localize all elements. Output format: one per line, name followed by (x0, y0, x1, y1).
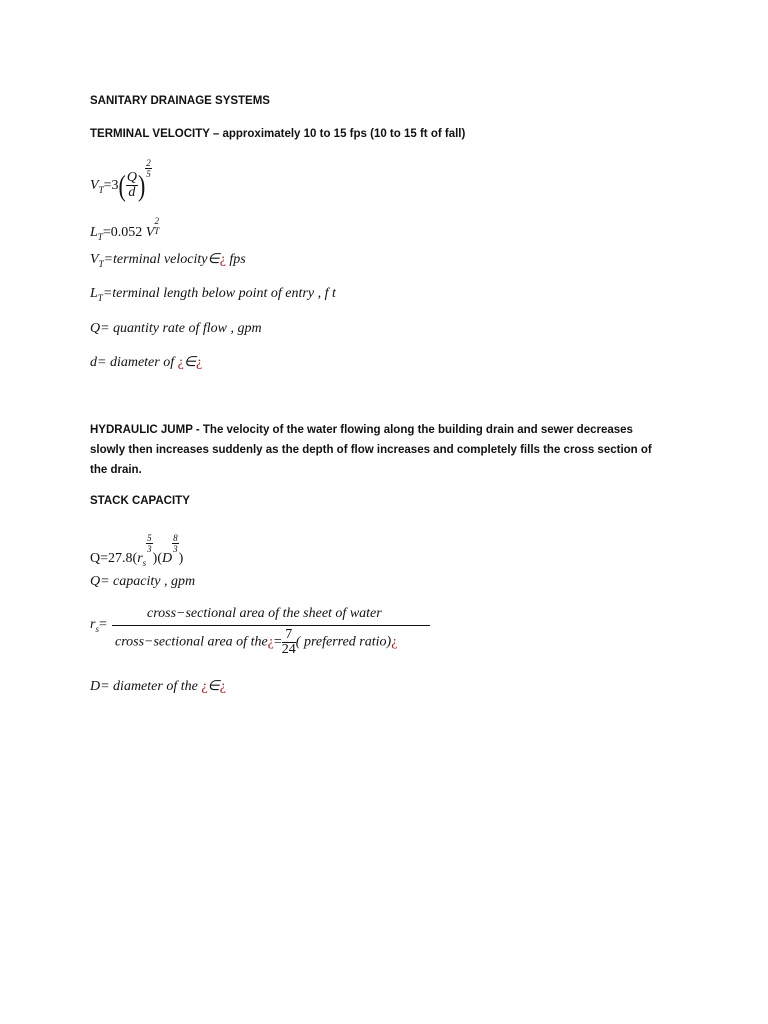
d-exponent: $\frac{8}{3}$ (173, 533, 178, 554)
rs-exponent: $\frac{5}{3}$ (147, 533, 152, 554)
v-sup-sub: 2 T (154, 216, 160, 236)
definition-lt: $L_T=terminal$ length below point of entry , f t (90, 286, 336, 303)
fraction-bar (112, 625, 430, 626)
stack-capacity-heading: STACK CAPACITY (90, 495, 190, 507)
terminal-velocity-heading: TERMINAL VELOCITY – approximately 10 to 15 fps (10 to 15 ft of fall) (90, 128, 466, 140)
definition-capacity: Q= capacity , gpm (90, 574, 196, 589)
stack-capacity-equation: $Q=27.8(r_s$ $\frac{5}{3}$ )(D $\frac{8}{3}$ ) (90, 533, 184, 568)
definition-d: d= diameter of ¿∈¿ (90, 355, 203, 370)
rs-symbol: $r_s=$ (90, 617, 107, 634)
definition-diameter: D= diameter of the ¿∈¿ (90, 679, 226, 694)
definition-q: Q= quantity rate of flow , gpm (90, 321, 262, 336)
terminal-length-equation: $L_T=0.052$ V 2 T (90, 216, 160, 242)
terminal-velocity-equation: $V_T=3$( $\frac{Q}{d}$ ) $\frac{2}{5}$ (90, 158, 151, 202)
hydraulic-jump-paragraph: HYDRAULIC JUMP - The velocity of the water flowing along the building drain and sewer decreases slowly then increases suddenly as the depth of flow increases and completely fills the cross section of the drain. (90, 424, 652, 476)
document-title: SANITARY DRAINAGE SYSTEMS (90, 95, 270, 107)
rs-numerator: cross−sectional area of the sheet of water (147, 606, 382, 621)
rs-denominator: cross−sectional area of the¿= $\frac{7}{24}$ ( preferred ratio)¿ (115, 627, 398, 657)
q-over-d-fraction: $\frac{Q}{d}$ (126, 170, 137, 201)
exponent-fraction: $\frac{2}{5}$ (146, 158, 151, 179)
preferred-ratio-fraction: $\frac{7}{24}$ (281, 627, 296, 657)
definition-vt: $V_T=terminal$ velocity∈¿ fps (90, 252, 246, 269)
